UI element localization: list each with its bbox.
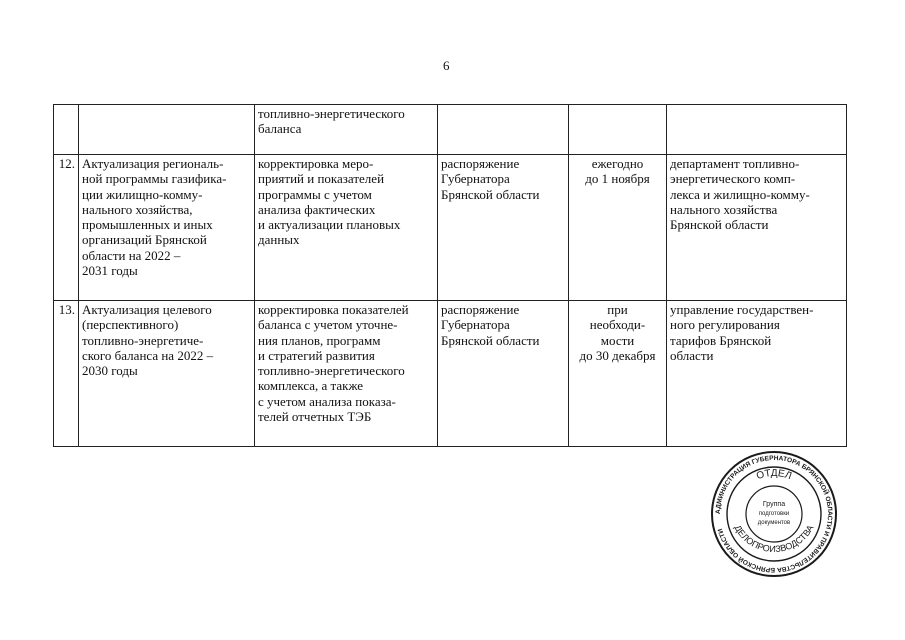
stamp-center-line: подготовки (758, 511, 790, 517)
svg-text:ОТДЕЛ (755, 468, 793, 482)
stamp-center-line: Группа (762, 501, 786, 508)
content-cell: корректировка показателей баланса с учетом уточне- ния планов, программ и стратегий развития топливно-энергетического комплекса, а также с учетом анализа показа- телей отчетных ТЭБ (255, 301, 438, 447)
row-number: 13. (54, 301, 79, 447)
plan-table (53, 104, 847, 447)
table-row (54, 155, 847, 301)
action-cell: Актуализация целевого (перспективного) топливно-энергетиче- ского баланса на 2022 – 2030 годы (79, 301, 255, 447)
document-cell (438, 105, 569, 155)
deadline-cell: ежегодно до 1 ноября (569, 155, 667, 301)
table-row (54, 105, 847, 155)
deadline-cell: при необходи- мости до 30 декабря (569, 301, 667, 447)
stamp-outer-text: АДМИНИСТРАЦИЯ ГУБЕРНАТОРА БРЯНСКОЙ ОБЛАСТИ И ПРАВИТЕЛЬСТВА БРЯНСКОЙ ОБЛАСТИ (714, 454, 834, 574)
row-number: 12. (54, 155, 79, 301)
svg-text:ДЕЛОПРОИЗВОДСТВА (733, 523, 816, 554)
document-cell: распоряжение Губернатора Брянской области (438, 155, 569, 301)
table-row (54, 301, 847, 447)
page-number: 6 (443, 58, 450, 73)
stamp-ring-top: ОТДЕЛ (755, 467, 793, 483)
action-cell (79, 105, 255, 155)
office-stamp (710, 450, 838, 578)
content-cell: корректировка меро- приятий и показателей программы с учетом анализа фактических и актуализации плановых данных (255, 155, 438, 301)
stamp-center-line: документов (757, 520, 791, 526)
stamp-ring-bottom: ДЕЛОПРОИЗВОДСТВА (732, 523, 816, 555)
row-number (54, 105, 79, 155)
responsible-cell: управление государствен- ного регулирования тарифов Брянской области (667, 301, 847, 447)
document-cell: распоряжение Губернатора Брянской области (438, 301, 569, 447)
responsible-cell: департамент топливно- энергетического комп- лекса и жилищно-комму- нального хозяйства Брянской области (667, 155, 847, 301)
responsible-cell (667, 105, 847, 155)
action-cell: Актуализация региональ- ной программы газифика- ции жилищно-комму- нального хозяйства, промышленных и иных организаций Брянской области на 2022 – 2031 годы (79, 155, 255, 301)
deadline-cell (569, 105, 667, 155)
content-cell: топливно-энергетического баланса (255, 105, 438, 155)
